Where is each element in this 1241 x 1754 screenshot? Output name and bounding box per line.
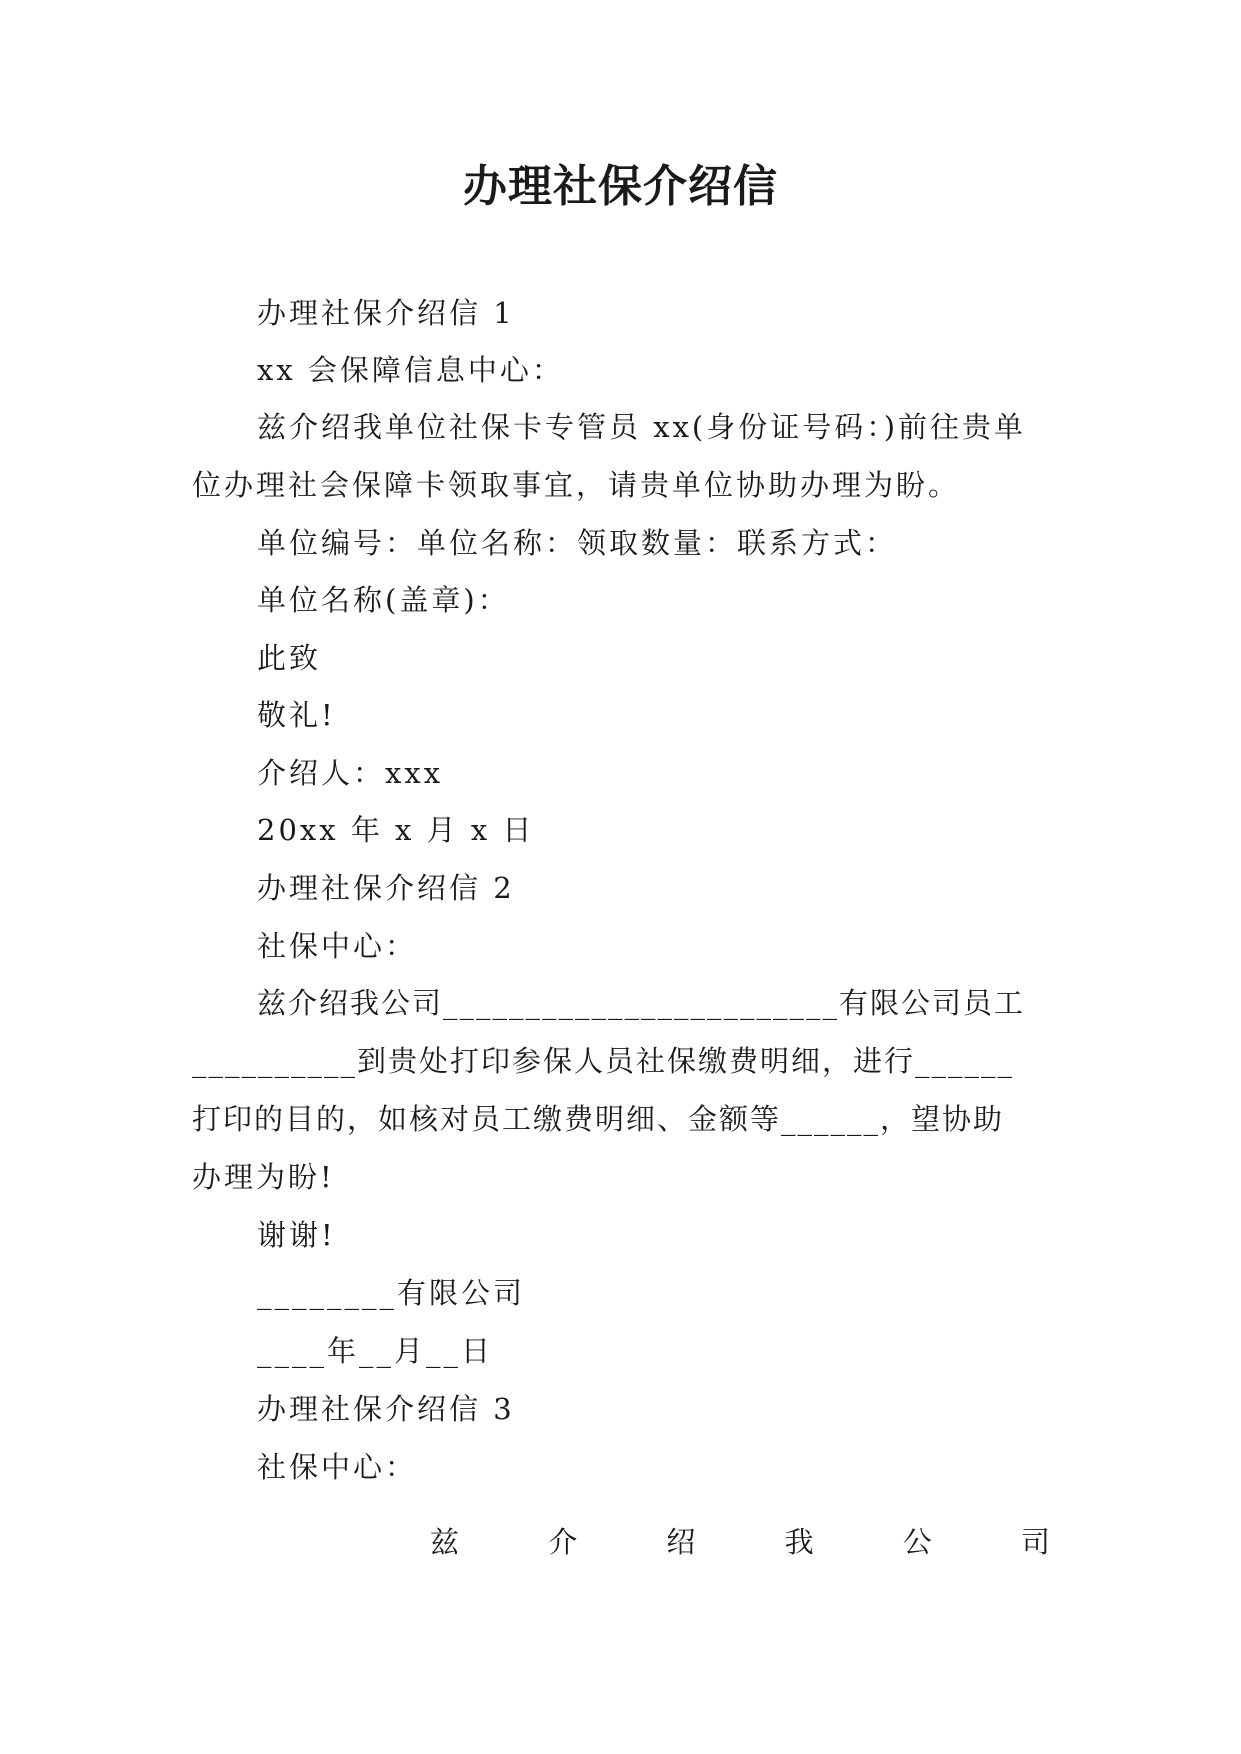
letter2-body-line2: __________到贵处打印参保人员社保缴费明细，进行______ (192, 1044, 1015, 1078)
letter2-body-line4: 办理为盼! (192, 1160, 335, 1194)
spread-char: 司 (1020, 1525, 1050, 1559)
spread-char: 介 (548, 1525, 578, 1559)
letter2-body-line3: 打印的目的，如核对员工缴费明细、金额等______，望协助 (192, 1102, 1005, 1136)
spread-char: 绍 (666, 1525, 696, 1559)
letter1-body-line2: 位办理社会保障卡领取事宜，请贵单位协助办理为盼。 (192, 468, 961, 502)
spread-char: 我 (784, 1525, 814, 1559)
letter2-heading: 办理社保介绍信 2 (257, 871, 515, 905)
letter2-thanks: 谢谢! (257, 1218, 336, 1252)
spread-char: 公 (902, 1525, 932, 1559)
letter1-closing2: 敬礼! (257, 698, 336, 732)
letter1-salutation: xx 会保障信息中心： (257, 353, 564, 387)
letter1-stamp: 单位名称(盖章)： (257, 583, 510, 617)
letter3-body-spread (430, 1520, 1050, 1561)
letter1-body-line1: 兹介绍我单位社保卡专管员 xx(身份证号码：)前往贵单 (257, 410, 1027, 444)
letter3-heading: 办理社保介绍信 3 (257, 1392, 515, 1426)
letter2-company: ________有限公司 (257, 1276, 526, 1310)
document-title: 办理社保介绍信 (463, 161, 778, 212)
spread-char: 兹 (430, 1525, 460, 1559)
letter1-fields: 单位编号：单位名称：领取数量：联系方式： (257, 526, 898, 560)
letter2-body-line1: 兹介绍我公司________________________有限公司员工 (257, 986, 1026, 1020)
letter1-introducer: 介绍人：xxx (257, 756, 444, 790)
letter2-salutation: 社保中心： (257, 929, 418, 963)
letter1-date: 20xx 年 x 月 x 日 (257, 813, 535, 847)
letter1-closing1: 此致 (257, 641, 322, 675)
letter1-heading: 办理社保介绍信 1 (257, 296, 515, 330)
letter2-date: ____年__月__日 (257, 1334, 494, 1368)
letter3-salutation: 社保中心： (257, 1450, 418, 1484)
